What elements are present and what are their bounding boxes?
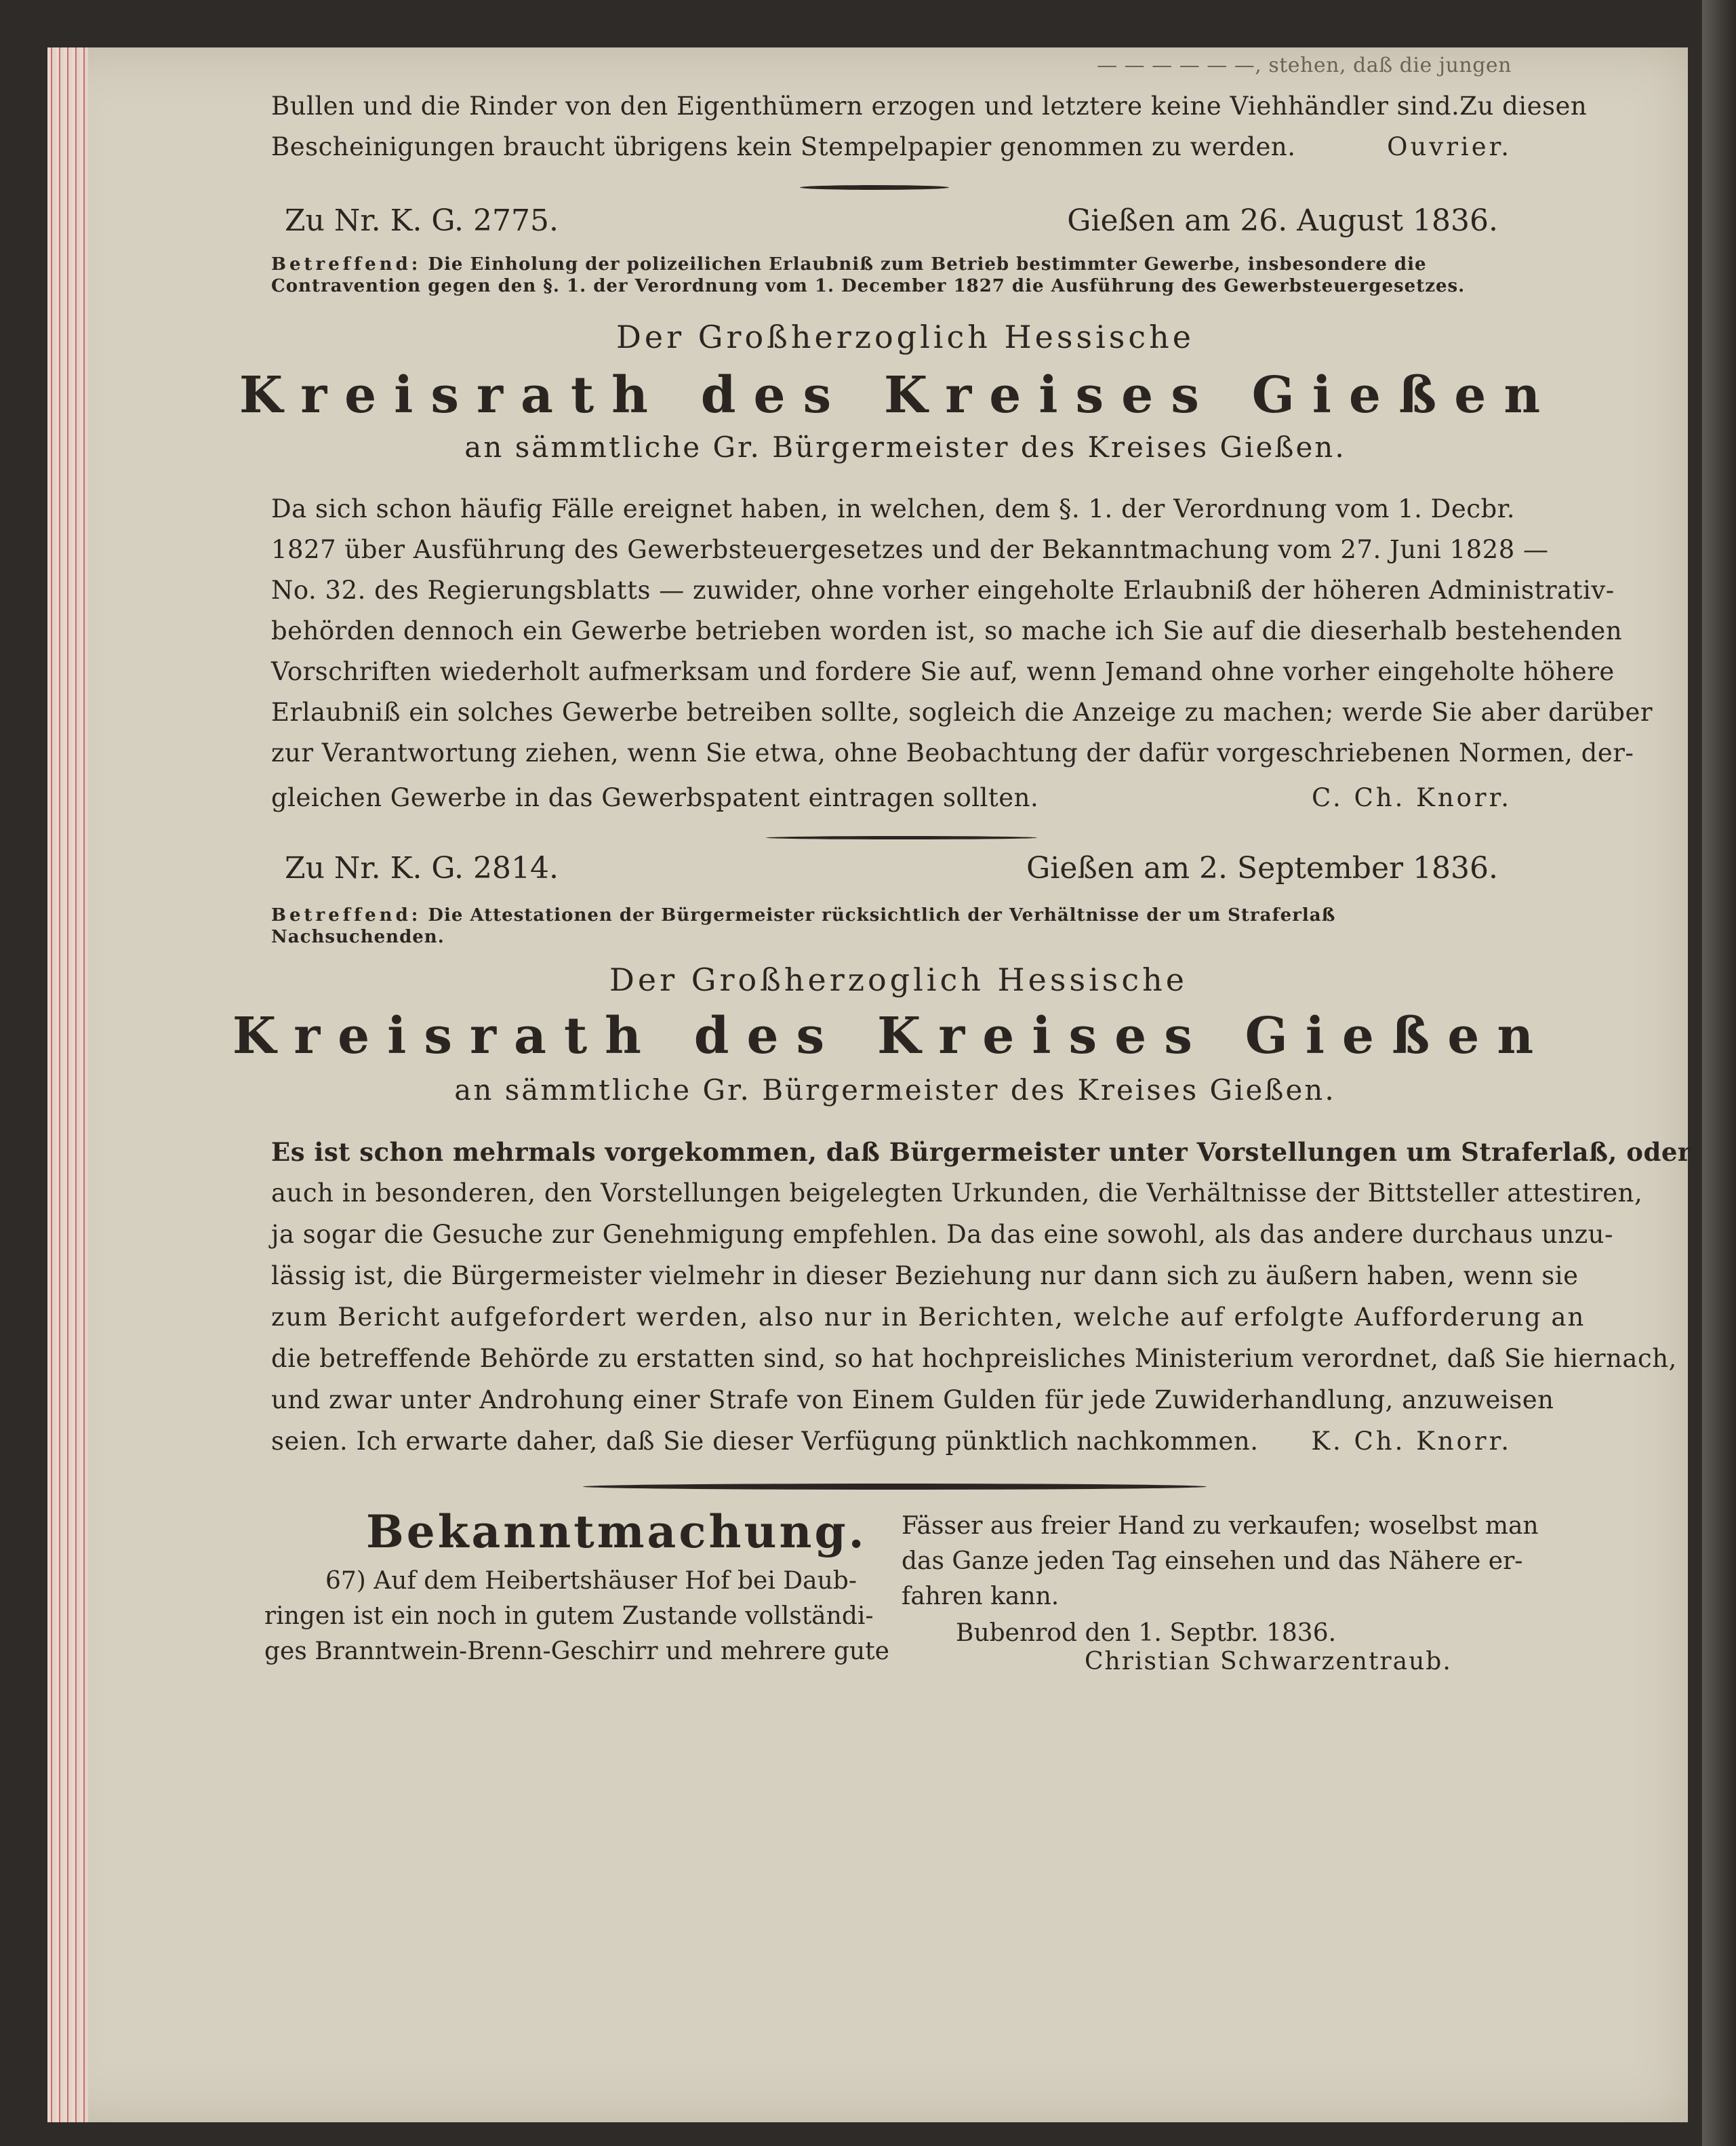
bk-right-text: Fässer aus freier Hand zu verkaufen; woselbst man [902, 1512, 1539, 1540]
notice1-signature: C. Ch. Knorr. [1312, 783, 1512, 812]
notice1-header-title: Kreisrath des Kreises Gießen [239, 366, 1558, 424]
notice1-body-line [271, 571, 1615, 610]
notice2-body-line [271, 1339, 1677, 1378]
notice2-body-line [271, 1132, 1691, 1172]
bk-left-line [264, 1599, 874, 1634]
notice2-header-line1: Der Großherzoglich Hessische [609, 961, 1188, 998]
notice1-betreffend [271, 254, 1512, 297]
notice2-betreffend-label: Betreffend: [271, 905, 422, 926]
notice2-body-last-line [271, 1422, 1512, 1461]
notice2-body-text: lässig ist, die Bürgermeister vielmehr in dieser Beziehung nur dann sich zu äußern haben, wenn sie [271, 1261, 1579, 1290]
section-divider [583, 1484, 1207, 1490]
bk-right-line [902, 1579, 1059, 1614]
notice2-betreffend-text: Die Attestationen der Bürgermeister rücksichtlich der Verhältnisse der um Straferlaß Nachsuchenden. [271, 905, 1336, 947]
notice1-body-line [271, 652, 1615, 692]
notice1-body-line [271, 693, 1653, 732]
bk-left-text: 67) Auf dem Heibertshäuser Hof bei Daub- [325, 1567, 857, 1595]
notice1-body-line [271, 530, 1549, 570]
notice2-body-text: und zwar unter Androhung einer Strafe von Einem Gulden für jede Zuwiderhandlung, anzuweisen [271, 1385, 1554, 1414]
intro-signature: Ouvrier. [1387, 132, 1512, 161]
intro-line-1 [271, 87, 1588, 126]
notice1-body-line [271, 490, 1516, 529]
notice1-betreffend-text: Die Einholung der polizeilichen Erlaubniß zum Betrieb bestimmter Gewerbe, insbesondere die Contravention gegen den §. 1. der Verordnung vom 1. December 1827 die Ausführung des Gewerbsteuergesetzes. [271, 254, 1466, 296]
notice1-betreffend-label: Betreffend: [271, 254, 422, 275]
intro-line-2-text: Bescheinigungen braucht übrigens kein Stempelpapier genommen zu werden. [271, 132, 1296, 161]
notice2-signature: K. Ch. Knorr. [1311, 1427, 1512, 1456]
notice1-ref: Zu Nr. K. G. 2775. [285, 203, 559, 238]
bk-right-text: das Ganze jeden Tag einsehen und das Nähere er- [902, 1547, 1523, 1575]
notice1-body-line [271, 612, 1623, 651]
bk-left-text: ringen ist ein noch in gutem Zustande vollständi- [264, 1602, 874, 1630]
notice2-body-line [271, 1174, 1643, 1213]
notice1-body-text: behörden dennoch ein Gewerbe betrieben worden ist, so mache ich Sie auf die dieserhalb bestehenden [271, 616, 1623, 645]
notice2-body-line [271, 1215, 1613, 1254]
notice1-body-text: gleichen Gewerbe in das Gewerbspatent eintragen sollten. [271, 783, 1039, 812]
notice2-body-line [271, 1298, 1586, 1337]
bk-signature: Christian Schwarzentraub. [1085, 1648, 1452, 1675]
bk-right-line [902, 1509, 1539, 1544]
notice2-betreffend [271, 905, 1512, 948]
bk-left-text: ges Branntwein-Brenn-Geschirr und mehrere gute [264, 1637, 889, 1665]
bk-place-date: Bubenrod den 1. Septbr. 1836. [956, 1619, 1337, 1647]
bk-left-line [264, 1634, 889, 1669]
notice1-body-text: No. 32. des Regierungsblatts — zuwider, ohne vorher eingeholte Erlaubniß der höheren Administrativ- [271, 576, 1615, 605]
notice1-header-line1: Der Großherzoglich Hessische [616, 319, 1194, 355]
notice1-body-text: 1827 über Ausführung des Gewerbsteuergesetzes und der Bekanntmachung vom 27. Juni 1828 — [271, 535, 1549, 564]
notice2-header-title: Kreisrath des Kreises Gießen [232, 1007, 1552, 1065]
section-divider [800, 185, 949, 190]
notice2-body-text: ja sogar die Gesuche zur Genehmigung empfehlen. Da das eine sowohl, als das andere durchaus unzu- [271, 1220, 1613, 1249]
notice2-body-line [271, 1256, 1579, 1296]
partial-top-text: — — — — — —, stehen, daß die jungen [1097, 54, 1512, 77]
notice1-body-text: zur Verantwortung ziehen, wenn Sie etwa, ohne Beobachtung der dafür vorgeschriebenen Normen, der- [271, 738, 1634, 768]
notice1-ref-row [285, 203, 1498, 238]
notice2-ref: Zu Nr. K. G. 2814. [285, 851, 559, 886]
intro-line-1-text: Bullen und die Rinder von den Eigenthümern erzogen und letztere keine Viehhändler sind. [271, 92, 1460, 121]
notice2-ref-row [285, 851, 1498, 886]
notice2-body-text: auch in besonderen, den Vorstellungen beigelegten Urkunden, die Verhältnisse der Bittsteller attestiren, [271, 1178, 1643, 1208]
notice2-body-line [271, 1380, 1554, 1420]
bk-right-line [902, 1544, 1522, 1579]
partial-top-line [1017, 46, 1512, 85]
bekanntmachung-title: Bekanntmachung. [366, 1505, 867, 1558]
notice2-header-line3: an sämmtliche Gr. Bürgermeister des Kreises Gießen. [454, 1073, 1336, 1107]
notice1-body-text: Da sich schon häufig Fälle ereignet haben, in welchen, dem §. 1. der Verordnung vom 1. Decbr. [271, 494, 1516, 523]
notice1-body-text: Vorschriften wiederholt aufmerksam und fordere Sie auf, wenn Jemand ohne vorher eingeholte höhere [271, 657, 1615, 686]
notice2-body-text: Es ist schon mehrmals vorgekommen, daß Bürgermeister unter Vorstellungen um Straferlaß, oder [271, 1137, 1691, 1167]
notice1-body-line [271, 734, 1634, 773]
notice2-body-text: die betreffende Behörde zu erstatten sind, so hat hochpreisliches Ministerium verordnet, daß Sie hiernach, [271, 1344, 1677, 1373]
notice2-body-text: zum Bericht aufgefordert werden, also nur in Berichten, welche auf erfolgte Aufforderung an [271, 1303, 1586, 1332]
notice1-body-last-line [271, 778, 1512, 818]
notice2-date: Gießen am 2. September 1836. [1026, 851, 1498, 886]
intro-line-1-end: Zu diesen [1459, 92, 1588, 121]
section-divider [766, 836, 1037, 839]
notice1-date: Gießen am 26. August 1836. [1067, 203, 1498, 238]
notice1-body-text: Erlaubniß ein solches Gewerbe betreiben sollte, sogleich die Anzeige zu machen; werde Sie aber darüber [271, 698, 1653, 727]
bk-right-text: fahren kann. [902, 1583, 1059, 1610]
notice1-header-line3: an sämmtliche Gr. Bürgermeister des Kreises Gießen. [464, 431, 1346, 464]
notice2-body-text: seien. Ich erwarte daher, daß Sie dieser Verfügung pünktlich nachkommen. [271, 1427, 1259, 1456]
intro-line-2 [271, 127, 1512, 167]
bk-left-line [325, 1564, 857, 1599]
